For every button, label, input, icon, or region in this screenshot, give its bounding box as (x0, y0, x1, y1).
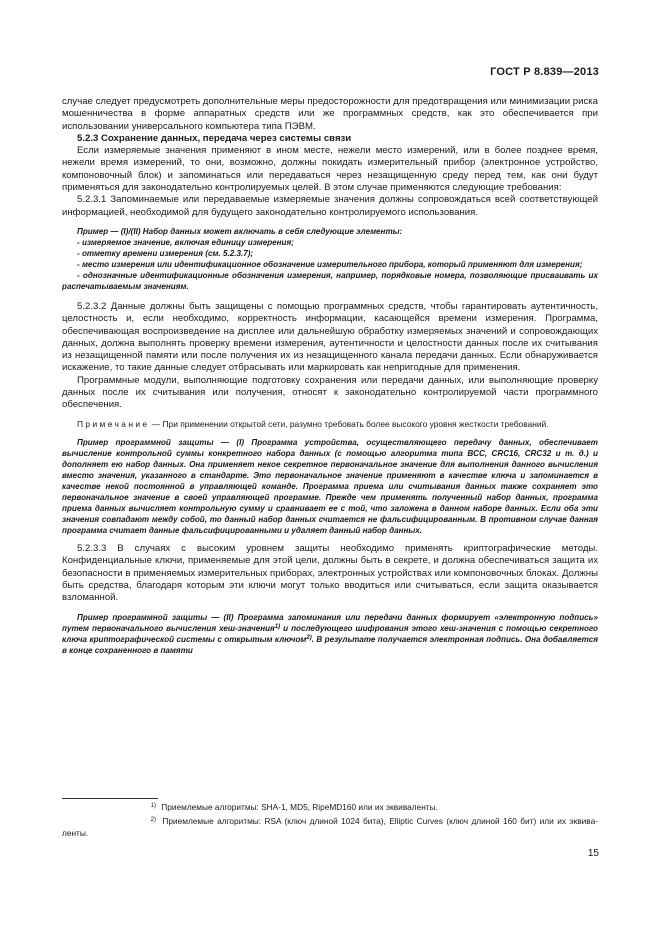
paragraph-software-modules: Программные модули, выполняющие подготовку сохранения или передачи данных, или выполняющие проверку данных после их считывания или получения, относят к законодательно контролируемой части программного обеспечения. (62, 374, 598, 411)
footnote-mark: 2) (150, 817, 156, 823)
note-text: — При применении открытой сети, разумно требовать более высокого уровня жесткости требований. (149, 418, 549, 429)
footnote-1 (62, 802, 598, 814)
paragraph-5-2-3-3: 5.2.3.3 В случаях с высоким уровнем защиты необходимо применять криптографические методы. Конфиденциальные ключи, применяемые для этой цели, должны быть в секрете, и должна обеспечиваться защита их безопасности в применяемых измерительных приборах, электронных устройствах или компоновочных блоках. Должны быть средства, благодаря которым эти ключи могут только вводиться или считываться, если защита оказывается взломанной. (62, 543, 598, 604)
footnote-divider (62, 798, 158, 799)
page-number: 15 (587, 848, 599, 859)
note (62, 419, 598, 430)
document-body (62, 96, 598, 656)
paragraph-5-2-3-2: 5.2.3.2 Данные должны быть защищены с помощью программных средств, чтобы гарантировать аутентичность, целостность и, если необходимо, корректность информации, касающейся времени измерения. Программа, обеспечивающая воспроизведение на дисплее или дальнейшую обработку измеряемых значений и сопровождающих данных, должна выполнять проверку времени измерения, аутентичности и целостности данных после их считывания из незащищенной памяти или после получения их из незащищенного канала передачи данных. Если обнаруживается искажение, то такие данные следует отбрасывать или маркировать как непригодные для применения. (62, 300, 598, 374)
example-dataset-item: - измеряемое значение, включая единицу измерения; (77, 237, 294, 247)
paragraph-continuation: случае следует предусмотреть дополнительные меры предосторожности для предотвращения или минимизации риска мошенничества в форме аппаратных средств или же программных средств, как это обеспечивается при использовании универсального компьютера типа ПЭВМ. (62, 96, 598, 132)
example-dataset-item: - место измерения или идентификационное обозначение измерительного прибора, который применяют для измерения; (77, 259, 583, 269)
example-text: . В результате получается электронная подпись. Она добавляется в конце сохраненного в памяти (62, 634, 598, 655)
standard-number: ГОСТ Р 8.839—2013 (490, 66, 599, 78)
example-dataset-item: - однозначные идентификационные обозначения измерения, например, порядковые номера, позволяющие присваивать их распечатываемым значениям. (62, 270, 598, 291)
example-software-protection-2 (62, 612, 598, 656)
section-heading-5-2-3: 5.2.3 Сохранение данных, передача через системы связи (77, 132, 352, 144)
example-software-protection-1: Пример программной защиты — (I) Программа устройства, осуществляющего передачу данных, обеспечивает вычисление контрольной суммы конкретного набора данных (с помощью алгоритма типа BCC, CRC16, CRC32 и т. д.) и дополняет ею набор данных. Она применяет некое секретное первоначальное значение для выполнения данного вычисления вместо значения, указанного в стандарте. Это первоначальное значение применяют в качестве ключа и запоминается в качестве некой постоянной в управляющей команде. Программа приема или считывания данных также сохраняет это первоначальное значение в своей управляющей программе. Прежде чем применять полученный набор данных, программа приема данных вычисляет контрольную сумму и сравнивает ее с той, что заложена в данном наборе данных. Если оба эти значения совпадают между собой, то данный набор данных считается не фальсифицированным. В противном случае данная программа считает данные фальсифицированными и удаляет данный набор данных. (62, 438, 598, 536)
footnote-mark: 1) (150, 803, 156, 809)
paragraph-5-2-3-1: 5.2.3.1 Запоминаемые или передаваемые измеряемые значения должны сопровождаться всей соответствующей информацией, необходимой для будущего законодательно контролируемого использования. (62, 194, 598, 218)
footnote-text: Приемлемые алгоритмы: RSA (ключ длиной 1024 бита), Elliptic Curves (ключ длиной 160 бит) или их эквиваленты. (62, 816, 598, 838)
footnote-ref-1: 1) (274, 623, 281, 630)
example-dataset-title: Пример — (I)/(II) Набор данных может включать в себя следующие элементы: (77, 226, 403, 236)
example-text: и последующего шифрования этого хеш-значения с помощью секретного ключа криптографической системы с открытым ключом (62, 623, 598, 644)
example-text: Пример программной защиты — (II) Программа запоминания или передачи данных формирует «электронную подпись» путем первоначального вычисления хеш-значения (62, 612, 598, 633)
footnote-ref-2: 2) (306, 634, 312, 641)
footnote-text: Приемлемые алгоритмы: SHA-1, MD5, RipeMD160 или их эквиваленты. (159, 802, 438, 812)
example-dataset-item: - отметку времени измерения (см. 5.2.3.7); (77, 248, 254, 258)
paragraph-stored-data: Если измеряемые значения применяют в ином месте, нежели место измерений, или в более позднее время, нежели время измерений, то они, возможно, должны покидать измерительный прибор (электронное устройство, компоновочный блок) и запоминаться или передаваться через незащищенную среду перед тем, как они будут применяться для законодательно контролируемых целей. В этом случае применяются следующие требования: (62, 145, 598, 194)
note-label: Примечание (77, 418, 150, 429)
footnote-2 (62, 816, 598, 839)
